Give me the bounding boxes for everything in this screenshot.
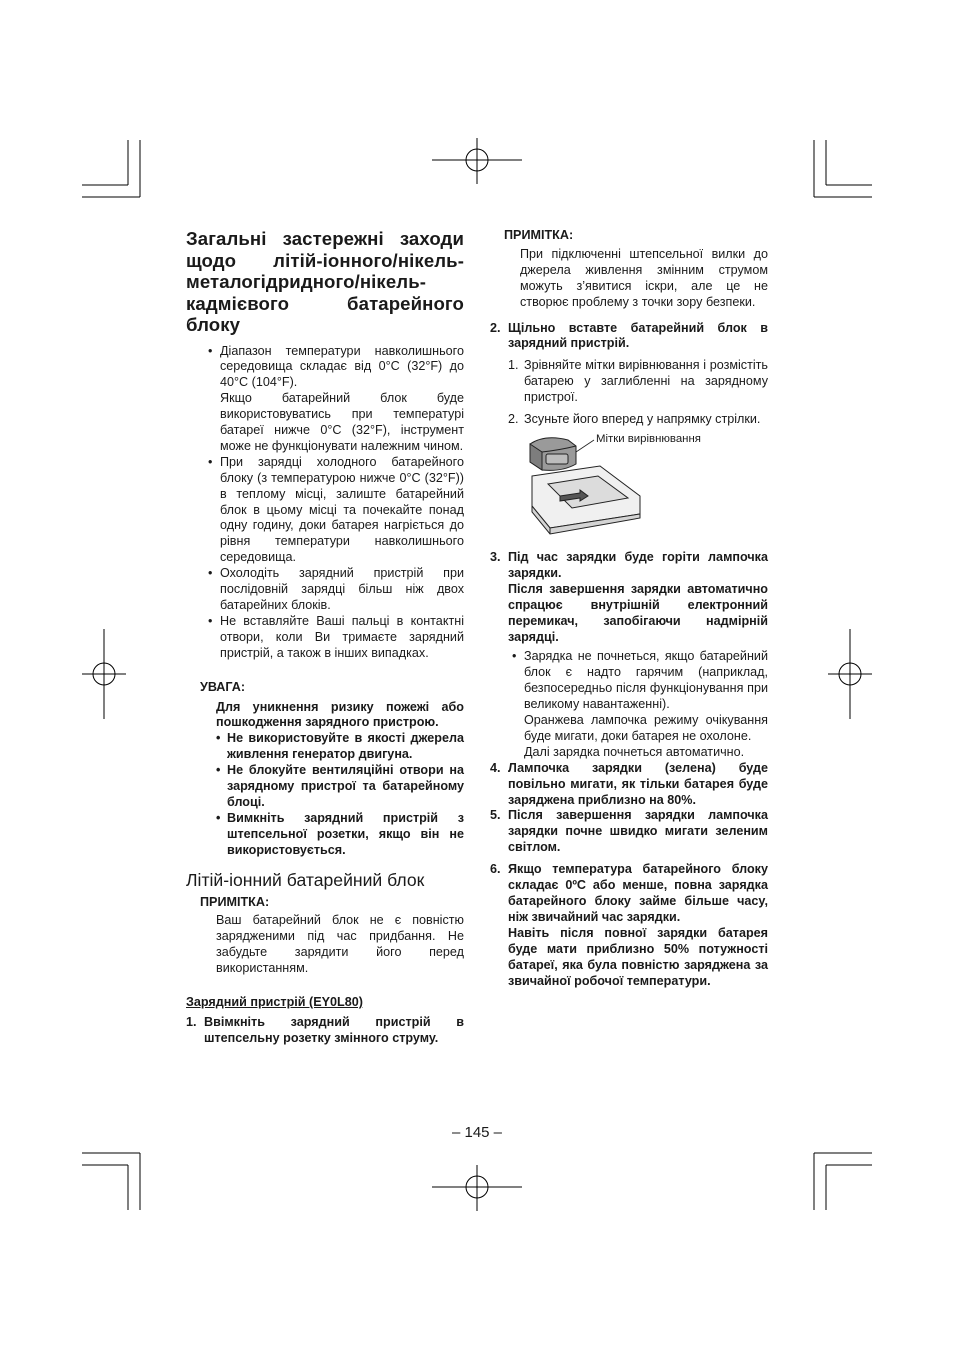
charger-heading: Зарядний пристрій (EY0L80) [186, 995, 363, 1010]
bullet-text: Якщо батарейний блок буде використовуватись при температурі батареї нижче 0°C (32°F), інструмент може не функціонувати належним чином. [220, 391, 464, 453]
section-heading-precautions: Загальні застережні заходи щодо літій-іонного/нікель-металогідридного/нікель-кадмієвого батарейного блоку [186, 228, 464, 335]
bullet-icon: • [208, 343, 213, 358]
right-column [490, 228, 768, 989]
note-text: При підключенні штепсельної вилки до джерела живлення змінним струмом можуть з’явитися іскри, але це не створює проблему з точки зору безпеки. [520, 246, 768, 309]
note-text: Ваш батарейний блок не є повністю зарядженими під час придбання. Не забудьте зарядити його перед використанням. [216, 913, 464, 976]
caution-item [186, 763, 464, 811]
battery-charger-illustration [490, 436, 768, 546]
bullet-icon: • [512, 649, 517, 664]
left-column [186, 228, 464, 1047]
caution-item-text: Не використовуйте в якості джерела живлення генератор двигуна. [227, 731, 464, 762]
step-6-detail: Навіть після повної зарядки батарея буде мати приблизно 50% потужності батареї, яка була повністю заряджена за звичайної робочої температури. [508, 925, 768, 988]
bullet-item [186, 344, 464, 455]
bullet-item [186, 455, 464, 566]
bullet-icon: • [216, 763, 221, 778]
bullet-icon: • [208, 613, 213, 628]
caution-heading: УВАГА: [200, 679, 246, 694]
note-heading: ПРИМІТКА: [504, 228, 574, 242]
substep-1: 1. Зрівняйте мітки вирівнювання і розмістіть батарею у заглибленні на зарядному пристрої. [508, 358, 768, 405]
step-6: 6. Якщо температура батарейного блоку складає 0ºC або менше, повна зарядка батарейного блоку займе більше часу, ніж звичайний час зарядки. Навіть після повної зарядки батарея буде мати приблизно 50% потужності батареї, яка була повністю заряджена за звичайної робочої температури. [490, 862, 768, 988]
bullet-text: При зарядці холодного батарейного блоку (з температурою нижче 0°C (32°F)) в теплому місці, залиште батарейний блок в цьому місці та почекайте понад одну годину, доки батарея нагріється до рівня температури навколишнього середовища. [220, 454, 464, 565]
caution-item [186, 731, 464, 763]
step-5: 5. Після завершення зарядки лампочка зарядки почне швидко мигати зеленим світлом. [490, 808, 768, 855]
step-1: 1. Ввімкніть зарядний пристрій в штепсельну розетку змінного струму. [186, 1014, 464, 1045]
note-heading: ПРИМІТКА: [200, 894, 270, 909]
caution-item-text: Вимкніть зарядний пристрій з штепсельної розетки, якщо він не використовується. [227, 810, 464, 857]
step-4: 4. Лампочка зарядки (зелена) буде повільно мигати, як тільки батарея буде заряджена приблизно на 80%. [490, 760, 768, 807]
step-3-bullet: • Зарядка не почнеться, якщо батарейний блок є надто гарячим (наприклад, безпосередньо після функціонування при великому навантаженні). Оранжева лампочка режиму очікування буде мигати, доки батарея не охолоне. Далі зарядка почнеться автоматично. [512, 649, 768, 759]
substep-2: 2. Зсуньте його вперед у напрямку стрілки. [508, 412, 761, 427]
bullet-icon: • [208, 566, 213, 581]
figure-label: Мітки вирівнювання [596, 432, 701, 445]
bullet-text: Діапазон температури навколишнього середовища складає від 0°C (32°F) до 40°C (104°F). [220, 343, 464, 390]
step-3-detail: Після завершення зарядки автоматично спрацює внутрішній електронний перемикач, запобігаючи надмірній зарядці. [508, 581, 768, 644]
bullet-text: Охолодіть зарядний пристрій при послідовній зарядці більш ніж двох батарейних блоків. [220, 566, 464, 612]
bullet-icon: • [216, 731, 221, 746]
caution-item [186, 811, 464, 859]
charger-figure [490, 432, 768, 546]
bullet-item [186, 614, 464, 662]
section-heading-li-ion: Літій-іонний батарейний блок [186, 869, 425, 890]
bullet-text: Не вставляйте Ваші пальці в контактні отвори, коли Ви тримаєте зарядний пристрій, а також в інших випадках. [220, 613, 464, 660]
step-2: 2. Щільно вставте батарейний блок в зарядний пристрій. [490, 320, 768, 351]
bullet-icon: • [208, 454, 213, 469]
caution-intro: Для уникнення ризику пожежі або пошкодження зарядного пристрою. [216, 699, 464, 730]
caution-item-text: Не блокуйте вентиляційні отвори на зарядному пристрої та батарейному блоці. [227, 763, 464, 809]
step-3: 3. Під час зарядки буде горіти лампочка зарядки. Після завершення зарядки автоматично спрацює внутрішній електронний перемикач, запобігаючи надмірній зарядці. [490, 549, 768, 644]
page-number: – 145 – [451, 1124, 503, 1141]
bullet-item [186, 566, 464, 614]
bullet-icon: • [216, 810, 221, 825]
